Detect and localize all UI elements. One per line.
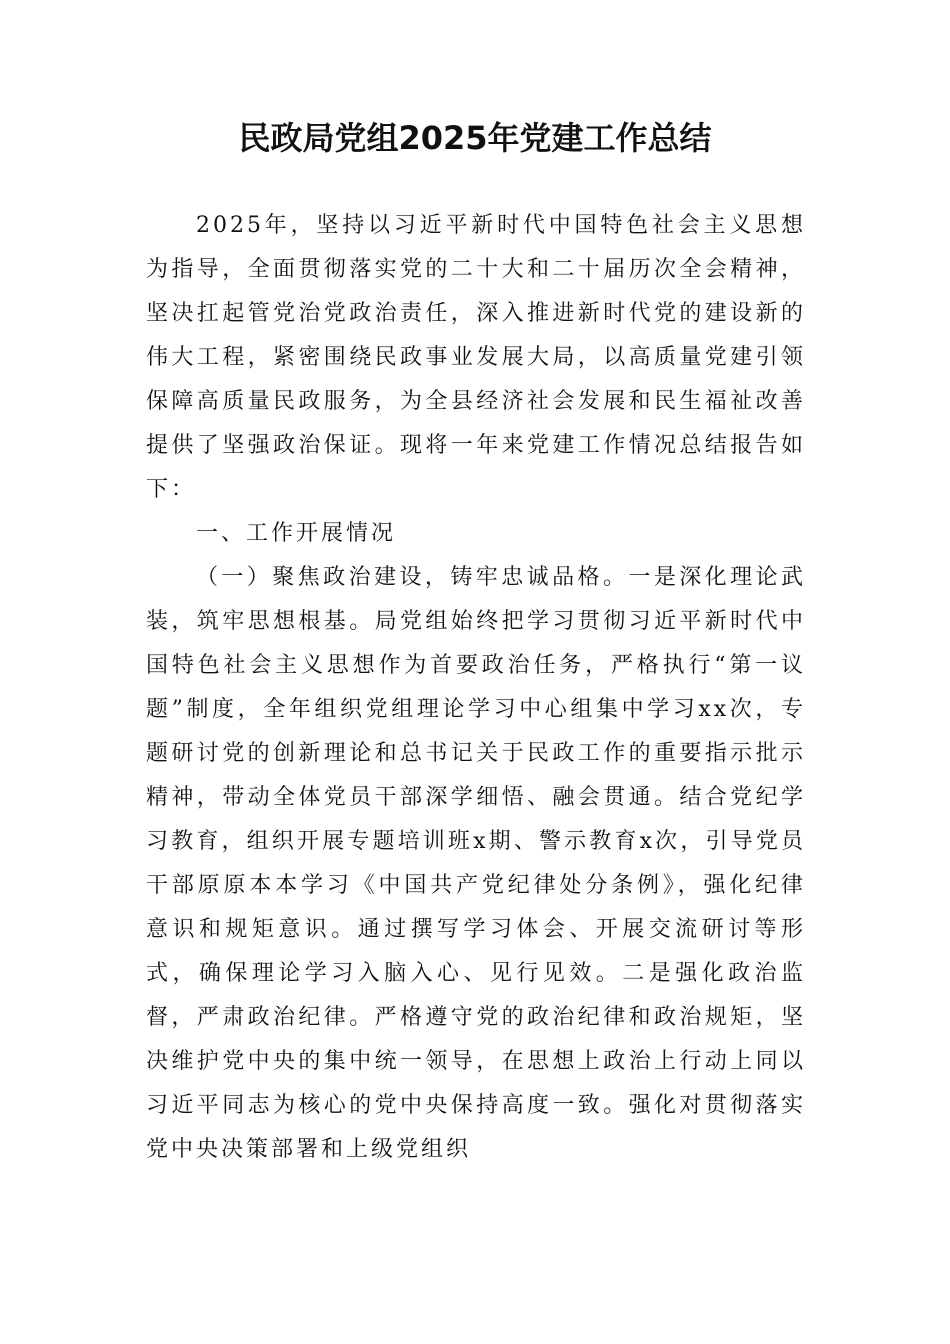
intro-paragraph: 2025年，坚持以习近平新时代中国特色社会主义思想为指导，全面贯彻落实党的二十大和二十届历次全会精神，坚决扛起管党治党政治责任，深入推进新时代党的建设新的伟大工程，紧密围绕民政事业发展大局，以高质量党建引领保障高质量民政服务，为全县经济社会发展和民生福祉改善提供了坚强政治保证。现将一年来党建工作情况总结报告如下： [146, 213, 806, 502]
document-title: 民政局党组2025年党建工作总结 [238, 119, 712, 157]
document-body [146, 204, 806, 1172]
section-heading: 一、工作开展情况 [196, 521, 397, 546]
section-paragraph: （一）聚焦政治建设，铸牢忠诚品格。一是深化理论武装，筑牢思想根基。局党组始终把学习贯彻习近平新时代中国特色社会主义思想作为首要政治任务，严格执行“第一议题”制度，全年组织党组理论学习中心组集中学习xx次，专题研讨党的创新理论和总书记关于民政工作的重要指示批示精神，带动全体党员干部深学细悟、融会贯通。结合党纪学习教育，组织开展专题培训班x期、警示教育x次，引导党员干部原原本本学习《中国共产党纪律处分条例》，强化纪律意识和规矩意识。通过撰写学习体会、开展交流研讨等形式，确保理论学习入脑入心、见行见效。二是强化政治监督，严肃政治纪律。严格遵守党的政治纪律和政治规矩，坚决维护党中央的集中统一领导，在思想上政治上行动上同以习近平同志为核心的党中央保持高度一致。强化对贯彻落实党中央决策部署和上级党组织 [146, 565, 806, 1162]
